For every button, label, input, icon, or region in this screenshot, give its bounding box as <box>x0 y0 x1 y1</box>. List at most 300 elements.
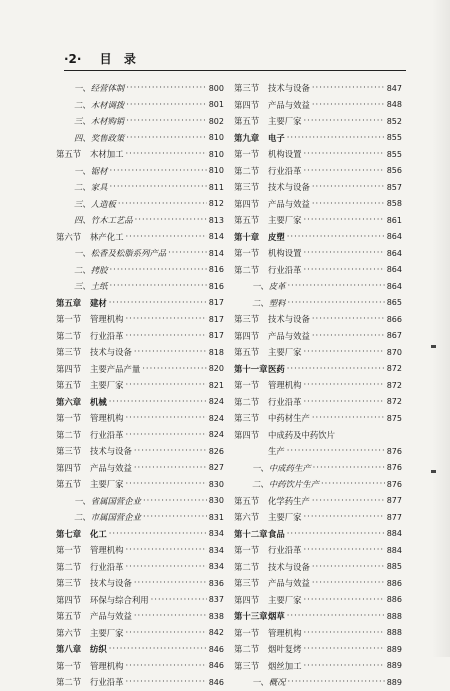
toc-page-number: 824 <box>208 413 224 423</box>
toc-leader-dots <box>109 397 207 407</box>
toc-entry-title: 皮塑 <box>268 231 285 242</box>
toc-leader-dots <box>312 578 385 588</box>
toc-entry-title: 技术与设备 <box>268 182 310 193</box>
toc-leader-dots <box>143 512 207 522</box>
toc-page-number: 816 <box>208 281 224 291</box>
toc-entry-title: 一、皮革 <box>252 281 286 292</box>
toc-entry <box>234 493 402 510</box>
toc-page-number: 814 <box>208 248 224 258</box>
binding-mark <box>431 345 436 348</box>
toc-entry <box>56 641 224 658</box>
toc-page-number: 810 <box>208 133 224 143</box>
toc-leader-dots <box>126 314 207 324</box>
toc-entry-title: 二、家具 <box>74 182 108 193</box>
toc-page-number: 884 <box>386 529 402 539</box>
toc-column-left <box>56 80 224 691</box>
toc-entry <box>56 575 224 592</box>
toc-entry-title: 主要厂家 <box>268 594 302 605</box>
toc-page-number: 889 <box>386 661 402 671</box>
toc-leader-dots <box>304 628 385 638</box>
toc-section-number: 第一节 <box>234 545 260 556</box>
toc-page-number: 802 <box>208 116 224 126</box>
toc-entry-title: 主要厂家 <box>90 479 124 490</box>
toc-leader-dots <box>110 166 207 176</box>
toc-entry <box>56 179 224 196</box>
toc-entry-title: 产品与效益 <box>268 99 310 110</box>
toc-entry-title: 产品与效益 <box>90 462 132 473</box>
toc-leader-dots <box>288 677 385 687</box>
toc-entry-title: 一、锯材 <box>74 165 108 176</box>
toc-entry-title: 机构设置 <box>268 248 302 259</box>
toc-page-number: 821 <box>208 380 224 390</box>
toc-entry-title: 管理机构 <box>268 380 302 391</box>
toc-entry <box>234 559 402 576</box>
toc-entry-title: 管理机构 <box>90 660 124 671</box>
toc-leader-dots <box>134 578 207 588</box>
toc-entry-title: 二、市属国营企业 <box>74 512 141 523</box>
toc-leader-dots <box>126 100 206 110</box>
toc-section-number: 第四节 <box>56 363 82 374</box>
toc-entry-title: 生产 <box>268 446 285 457</box>
toc-page-number: 830 <box>208 496 224 506</box>
toc-page-number: 872 <box>386 364 402 374</box>
toc-leader-dots <box>110 281 207 291</box>
toc-entry <box>56 476 224 493</box>
toc-entry-title: 一、概况 <box>252 677 286 688</box>
toc-entry-title: 食品 <box>268 528 285 539</box>
toc-leader-dots <box>304 166 385 176</box>
toc-section-number: 第一节 <box>234 627 260 638</box>
toc-page-number: 824 <box>208 430 224 440</box>
toc-entry-title: 主要厂家 <box>268 116 302 127</box>
toc-section-number: 第十一章 <box>234 363 268 374</box>
toc-entry <box>234 575 402 592</box>
toc-entry <box>234 410 402 427</box>
toc-leader-dots <box>312 100 385 110</box>
toc-section-number: 第一节 <box>234 149 260 160</box>
toc-entry-title: 行业沿革 <box>90 429 124 440</box>
toc-page-number: 864 <box>386 281 402 291</box>
toc-leader-dots <box>312 314 385 324</box>
toc-entry-title: 医药 <box>268 363 285 374</box>
toc-leader-dots <box>321 479 385 489</box>
toc-entry <box>234 641 402 658</box>
toc-entry-title: 中药材生产 <box>268 413 310 424</box>
toc-page-number: 876 <box>386 463 402 473</box>
toc-section-number: 第四节 <box>234 330 260 341</box>
toc-page-number: 857 <box>386 182 402 192</box>
toc-entry-title: 电子 <box>268 132 285 143</box>
toc-page-number: 800 <box>208 83 224 93</box>
toc-page-number: 830 <box>208 479 224 489</box>
toc-entry <box>56 526 224 543</box>
toc-page-number: 834 <box>208 529 224 539</box>
toc-entry <box>56 311 224 328</box>
toc-entry-title: 烟丝加工 <box>268 660 302 671</box>
toc-page-number: 867 <box>386 331 402 341</box>
toc-page-number: 876 <box>386 446 402 456</box>
toc-page-number: 872 <box>386 397 402 407</box>
toc-section-number: 第四节 <box>234 594 260 605</box>
toc-entry <box>56 361 224 378</box>
toc-entry <box>234 526 402 543</box>
toc-leader-dots <box>312 413 385 423</box>
toc-entry-title: 主要厂家 <box>90 380 124 391</box>
toc-entry <box>234 328 402 345</box>
toc-leader-dots <box>287 364 385 374</box>
toc-leader-dots <box>134 463 207 473</box>
toc-section-number: 第二节 <box>56 561 82 572</box>
toc-page-number: 836 <box>208 578 224 588</box>
toc-entry-title: 机械 <box>90 396 107 407</box>
toc-entry <box>234 674 402 691</box>
toc-entry <box>234 245 402 262</box>
toc-leader-dots <box>126 413 207 423</box>
toc-entry <box>56 262 224 279</box>
toc-entry-title: 管理机构 <box>90 545 124 556</box>
toc-section-number: 第四节 <box>56 594 82 605</box>
toc-leader-dots <box>287 611 385 621</box>
toc-leader-dots <box>126 430 207 440</box>
toc-entry-title: 一、中成药生产 <box>252 462 311 473</box>
toc-leader-dots <box>304 265 385 275</box>
toc-entry-title: 技术与设备 <box>90 347 132 358</box>
toc-entry-title: 三、人造板 <box>74 198 116 209</box>
toc-page-number: 866 <box>386 314 402 324</box>
toc-leader-dots <box>287 529 385 539</box>
toc-entry <box>234 592 402 609</box>
toc-leader-dots <box>287 232 385 242</box>
toc-page-number: 801 <box>208 100 224 110</box>
toc-entry <box>56 130 224 147</box>
toc-leader-dots <box>304 248 385 258</box>
toc-entry-title: 行业沿革 <box>90 330 124 341</box>
toc-entry-title: 技术与设备 <box>90 446 132 457</box>
toc-page-number: 820 <box>208 364 224 374</box>
toc-page-number: 877 <box>386 512 402 522</box>
toc-section-number: 第三节 <box>234 660 260 671</box>
header-rule <box>64 70 406 71</box>
toc-entry <box>234 625 402 642</box>
toc-section-number: 第二节 <box>56 429 82 440</box>
toc-section-number: 第三节 <box>56 446 82 457</box>
toc-entry <box>234 80 402 97</box>
toc-entry <box>56 410 224 427</box>
toc-page-number: 831 <box>208 512 224 522</box>
toc-entry <box>56 394 224 411</box>
toc-leader-dots <box>288 298 385 308</box>
toc-page-number: 824 <box>208 397 224 407</box>
toc-entry <box>56 229 224 246</box>
toc-entry-title: 主要厂家 <box>268 347 302 358</box>
toc-entry-title: 行业沿革 <box>90 561 124 572</box>
toc-entry-title: 行业沿革 <box>268 396 302 407</box>
toc-section-number: 第五节 <box>234 215 260 226</box>
toc-page-number: 810 <box>208 149 224 159</box>
toc-section-number: 第十章 <box>234 231 260 242</box>
toc-leader-dots <box>109 298 207 308</box>
toc-leader-dots <box>304 595 385 605</box>
toc-page-number: 814 <box>208 232 224 242</box>
toc-entry <box>234 509 402 526</box>
toc-leader-dots <box>313 463 385 473</box>
toc-leader-dots <box>126 545 207 555</box>
toc-entry-title: 主要厂家 <box>268 215 302 226</box>
toc-section-number: 第五节 <box>56 380 82 391</box>
toc-page-number: 877 <box>386 496 402 506</box>
toc-section-number: 第三节 <box>56 347 82 358</box>
toc-entry <box>56 592 224 609</box>
toc-section-number: 第五节 <box>234 495 260 506</box>
toc-entry-title: 二、中药饮片生产 <box>252 479 319 490</box>
toc-entry <box>56 196 224 213</box>
toc-page-number: 864 <box>386 265 402 275</box>
toc-entry <box>234 377 402 394</box>
toc-page-number: 817 <box>208 314 224 324</box>
toc-entry <box>56 97 224 114</box>
toc-entry <box>234 608 402 625</box>
toc-section-number: 第四节 <box>234 99 260 110</box>
toc-section-number: 第五节 <box>234 347 260 358</box>
toc-page-number: 848 <box>386 100 402 110</box>
toc-section-number: 第五节 <box>56 149 82 160</box>
toc-entry <box>234 361 402 378</box>
page-title: 目 录 <box>99 52 140 66</box>
toc-entry-title: 管理机构 <box>90 314 124 325</box>
toc-section-number: 第一节 <box>234 380 260 391</box>
toc-leader-dots <box>304 545 385 555</box>
toc-section-number: 第五节 <box>56 479 82 490</box>
toc-entry <box>56 625 224 642</box>
toc-entry-title: 三、木材购销 <box>74 116 125 127</box>
page-header <box>64 50 140 67</box>
toc-section-number: 第十二章 <box>234 528 268 539</box>
toc-page-number: 818 <box>208 347 224 357</box>
toc-section-number: 第一节 <box>56 660 82 671</box>
toc-section-number: 第七章 <box>56 528 82 539</box>
toc-leader-dots <box>110 265 207 275</box>
toc-leader-dots <box>304 512 385 522</box>
toc-leader-dots <box>135 215 207 225</box>
toc-section-number: 第一节 <box>56 314 82 325</box>
toc-entry <box>56 674 224 691</box>
toc-section-number: 第一节 <box>234 248 260 259</box>
toc-entry-title: 技术与设备 <box>268 561 310 572</box>
toc-entry <box>234 163 402 180</box>
toc-page-number: 876 <box>386 479 402 489</box>
toc-entry-title: 烟草 <box>268 611 285 622</box>
toc-leader-dots <box>143 496 207 506</box>
toc-entry-title: 行业沿革 <box>268 545 302 556</box>
toc-entry-title: 主要厂家 <box>90 627 124 638</box>
toc-page-number: 858 <box>386 199 402 209</box>
toc-section-number: 第四节 <box>234 198 260 209</box>
toc-page-number: 846 <box>208 644 224 654</box>
toc-entry <box>234 476 402 493</box>
toc-entry <box>56 163 224 180</box>
toc-leader-dots <box>126 479 207 489</box>
toc-page-number: 870 <box>386 347 402 357</box>
toc-entry <box>56 212 224 229</box>
toc-section-number: 第五章 <box>56 297 82 308</box>
toc-leader-dots <box>287 446 385 456</box>
toc-entry-title: 环保与综合利用 <box>90 594 149 605</box>
toc-leader-dots <box>109 529 207 539</box>
toc-page-number: 827 <box>208 463 224 473</box>
toc-entry <box>234 658 402 675</box>
toc-entry <box>234 460 402 477</box>
toc-entry-title: 行业沿革 <box>268 165 302 176</box>
toc-section-number: 第四节 <box>56 462 82 473</box>
toc-page-number: 834 <box>208 545 224 555</box>
toc-entry-title: 主要厂家 <box>268 512 302 523</box>
toc-page-number: 889 <box>386 677 402 687</box>
toc-leader-dots <box>126 661 207 671</box>
toc-entry <box>234 394 402 411</box>
toc-page-number: 865 <box>386 298 402 308</box>
toc-entry <box>56 80 224 97</box>
toc-entry <box>56 113 224 130</box>
toc-entry-title: 一、经营体制 <box>74 83 125 94</box>
toc-entry-title: 主要产品产量 <box>90 363 141 374</box>
toc-section-number: 第二节 <box>234 396 260 407</box>
toc-leader-dots <box>110 182 207 192</box>
toc-section-number: 第六节 <box>234 512 260 523</box>
toc-entry <box>56 493 224 510</box>
toc-entry-title: 管理机构 <box>268 627 302 638</box>
toc-entry-title: 四、竹木工艺品 <box>74 215 133 226</box>
toc-leader-dots <box>288 281 385 291</box>
toc-leader-dots <box>126 116 206 126</box>
toc-section-number: 第五节 <box>234 116 260 127</box>
toc-leader-dots <box>304 215 385 225</box>
toc-page-number: 855 <box>386 149 402 159</box>
toc-leader-dots <box>304 644 385 654</box>
toc-page-number: 811 <box>208 182 224 192</box>
toc-page-number: 861 <box>386 215 402 225</box>
toc-entry-title: 中成药及中药饮片 <box>268 429 335 440</box>
toc-page-number: 846 <box>208 677 224 687</box>
toc-leader-dots <box>118 199 207 209</box>
toc-entry <box>234 212 402 229</box>
toc-entry-title: 技术与设备 <box>90 578 132 589</box>
toc-entry-title: 烟叶复烤 <box>268 644 302 655</box>
toc-leader-dots <box>304 149 385 159</box>
toc-section-number: 第十三章 <box>234 611 268 622</box>
toc-entry <box>56 328 224 345</box>
toc-entry <box>56 509 224 526</box>
toc-page-number: 842 <box>208 628 224 638</box>
toc-leader-dots <box>312 83 385 93</box>
toc-entry-title: 纺织 <box>90 644 107 655</box>
toc-leader-dots <box>287 133 385 143</box>
toc-section-number: 第二节 <box>234 264 260 275</box>
toc-entry-title: 管理机构 <box>90 413 124 424</box>
toc-entry-title: 三、土纸 <box>74 281 108 292</box>
toc-page-number: 826 <box>208 446 224 456</box>
toc-entry-title: 行业沿革 <box>268 264 302 275</box>
toc-section-number: 第四节 <box>234 429 260 440</box>
toc-section-number: 第二节 <box>234 561 260 572</box>
toc-page-number: 888 <box>386 611 402 621</box>
toc-leader-dots <box>126 562 207 572</box>
toc-leader-dots <box>126 677 207 687</box>
toc-section-number: 第三节 <box>234 83 260 94</box>
toc-leader-dots <box>126 149 207 159</box>
toc-leader-dots <box>134 446 207 456</box>
toc-entry <box>56 295 224 312</box>
toc-page-number: 888 <box>386 628 402 638</box>
toc-entry-title: 林产化工 <box>90 231 124 242</box>
toc-entry-title: 四、奖售政策 <box>74 132 125 143</box>
toc-leader-dots <box>304 661 385 671</box>
toc-entry <box>234 542 402 559</box>
toc-entry-title: 行业沿革 <box>90 677 124 688</box>
toc-entry <box>234 344 402 361</box>
toc-entry <box>56 460 224 477</box>
toc-leader-dots <box>126 133 206 143</box>
toc-entry <box>56 344 224 361</box>
toc-leader-dots <box>126 628 207 638</box>
toc-page-number: 810 <box>208 166 224 176</box>
toc-entry <box>234 130 402 147</box>
toc-entry <box>56 658 224 675</box>
toc-leader-dots <box>304 116 385 126</box>
toc-section-number: 第五节 <box>56 611 82 622</box>
toc-entry <box>234 146 402 163</box>
toc-page-number: 838 <box>208 611 224 621</box>
toc-entry-title: 二、拷胶 <box>74 264 108 275</box>
toc-entry <box>56 559 224 576</box>
toc-entry <box>234 196 402 213</box>
toc-page-number: 885 <box>386 562 402 572</box>
toc-page-number: 872 <box>386 380 402 390</box>
scan-edge-shadow <box>432 0 450 657</box>
toc-leader-dots <box>126 232 207 242</box>
toc-page-number: 864 <box>386 248 402 258</box>
toc-page-number: 817 <box>208 298 224 308</box>
toc-entry-title: 建材 <box>90 297 107 308</box>
toc-entry-title: 技术与设备 <box>268 83 310 94</box>
toc-page-number: 852 <box>386 116 402 126</box>
toc-entry <box>234 443 402 460</box>
toc-leader-dots <box>304 347 385 357</box>
toc-entry-title: 化工 <box>90 528 107 539</box>
toc-leader-dots <box>304 380 385 390</box>
toc-page-number: 864 <box>386 232 402 242</box>
toc-section-number: 第二节 <box>56 330 82 341</box>
toc-page-number: 855 <box>386 133 402 143</box>
toc-page-number: 886 <box>386 595 402 605</box>
toc-page-number: 889 <box>386 644 402 654</box>
toc-page-number: 846 <box>208 661 224 671</box>
toc-section-number: 第一节 <box>56 413 82 424</box>
toc-leader-dots <box>312 199 385 209</box>
toc-page-number: 813 <box>208 215 224 225</box>
toc-leader-dots <box>151 595 207 605</box>
toc-leader-dots <box>126 83 206 93</box>
toc-entry-title: 一、松香及松脂系列产品 <box>74 248 167 259</box>
toc-entry <box>234 427 402 444</box>
toc-entry <box>234 229 402 246</box>
toc-leader-dots <box>312 182 385 192</box>
toc-section-number: 第三节 <box>234 578 260 589</box>
toc-leader-dots <box>142 364 206 374</box>
toc-entry <box>56 542 224 559</box>
toc-leader-dots <box>134 347 207 357</box>
toc-entry <box>56 427 224 444</box>
toc-entry-title: 一、省属国营企业 <box>74 495 141 506</box>
